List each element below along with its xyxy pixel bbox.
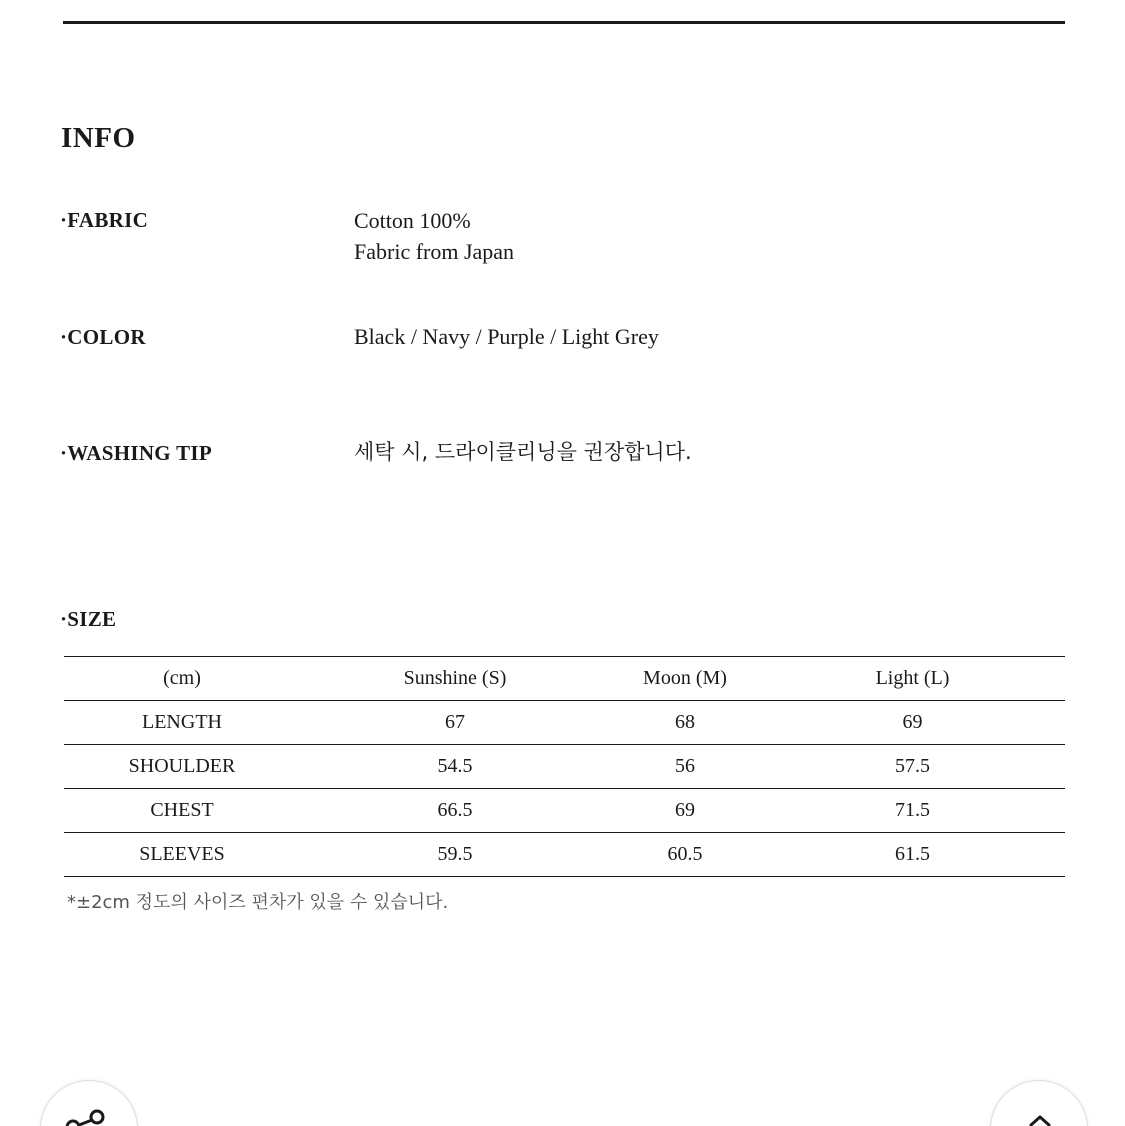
top-divider — [63, 21, 1065, 24]
row-label-cell: CHEST — [64, 789, 300, 833]
table-cell: 69 — [610, 789, 760, 833]
share-button[interactable] — [40, 1080, 138, 1126]
size-table-header — [64, 657, 1065, 701]
table-cell: 67 — [300, 701, 610, 745]
table-cell: 69 — [760, 701, 1065, 745]
header-cell: Moon (M) — [610, 657, 760, 701]
fabric-value — [354, 205, 514, 267]
washing-tip-value: 세탁 시, 드라이클리닝을 권장합니다. — [354, 440, 692, 464]
color-value: Black / Navy / Purple / Light Grey — [354, 324, 659, 349]
table-cell: 68 — [610, 701, 760, 745]
table-row — [64, 789, 1065, 833]
table-cell: 66.5 — [300, 789, 610, 833]
color-label: ·COLOR — [60, 325, 146, 349]
washing-tip-label: ·WASHING TIP — [60, 441, 213, 465]
table-cell: 59.5 — [300, 833, 610, 877]
chevron-up-icon — [991, 1081, 1087, 1126]
table-cell: 57.5 — [760, 745, 1065, 789]
row-label-cell: SLEEVES — [64, 833, 300, 877]
row-label-cell: SHOULDER — [64, 745, 300, 789]
row-label-cell: LENGTH — [64, 701, 300, 745]
table-cell: 71.5 — [760, 789, 1065, 833]
fabric-label: ·FABRIC — [60, 208, 149, 232]
table-row — [64, 833, 1065, 877]
info-title: INFO — [61, 122, 136, 154]
table-row — [64, 701, 1065, 745]
fabric-line: Fabric from Japan — [354, 239, 515, 264]
table-cell: 56 — [610, 745, 760, 789]
header-cell: Sunshine (S) — [300, 657, 610, 701]
table-row — [64, 745, 1065, 789]
table-cell: 60.5 — [610, 833, 760, 877]
scroll-top-button[interactable] — [990, 1080, 1088, 1126]
header-cell: Light (L) — [760, 657, 1065, 701]
header-cell: (cm) — [64, 657, 300, 701]
table-cell: 61.5 — [760, 833, 1065, 877]
size-footnote: *±2cm 정도의 사이즈 편차가 있을 수 있습니다. — [67, 892, 449, 913]
share-icon — [41, 1081, 137, 1126]
fabric-line: Cotton 100% — [354, 208, 471, 233]
size-table — [64, 656, 1065, 877]
table-cell: 54.5 — [300, 745, 610, 789]
size-label: ·SIZE — [60, 607, 117, 631]
